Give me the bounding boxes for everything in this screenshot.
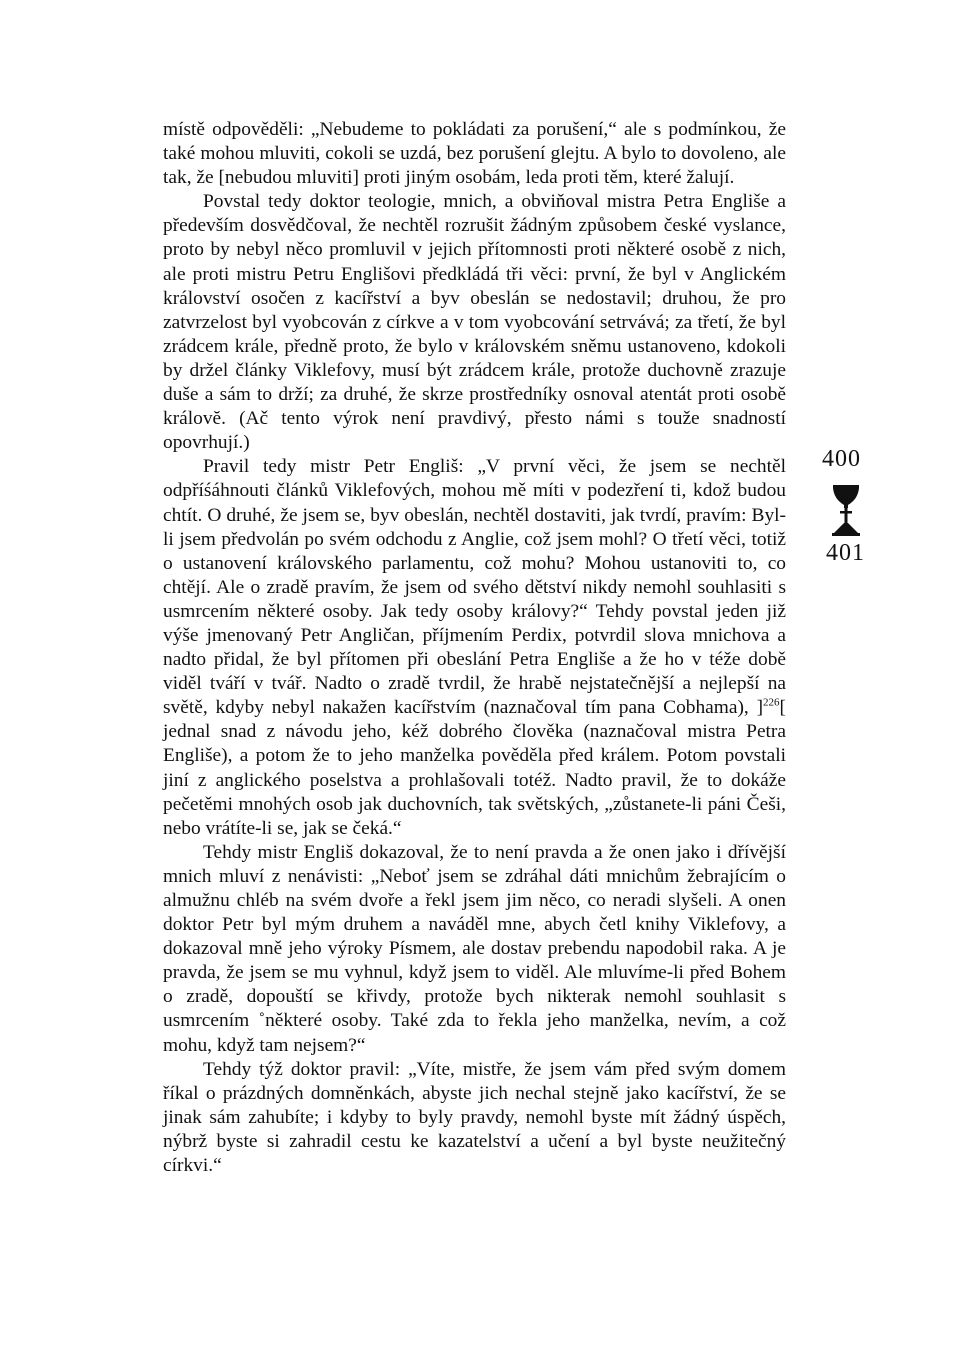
chalice-icon xyxy=(830,483,862,537)
paragraph-4: Tehdy mistr Engliš dokazoval, že to není pravda a že onen jako i dřívější mnich mluví z nenávisti: „Neboť jsem se zdráhal dáti mnichům žebrajícím o almužnu chléb na svém dvoře a řekl jsem jim něco, co neradi slyšeli. A onen doktor Petr byl mým druhem a naváděl mne, abych četl knihy Viklefovy, a dokazoval mně jeho výroky Písmem, ale dostav prebendu napodobil raka. A je pravda, že jsem se mu vyhnul, když jsem to viděl. Ale mluvíme-li před Bohem o zradě, dopouští se křivdy, protože bych nikterak nemohl souhlasit s usmrcením ˚některé osoby. Také zda to řekla jeho manželka, nevím, a což mohu, když tam nejsem?“ xyxy=(163,841,786,1056)
page-marker xyxy=(808,446,888,576)
paragraph-3 xyxy=(163,455,786,841)
body-text xyxy=(163,118,786,1178)
paragraph-2: Povstal tedy doktor teologie, mnich, a obviňoval mistra Petra Engliše a především dosvědčoval, že nechtěl rozrušit žádným způsobem české vyslance, proto by nebyl něco promluvil v jejich přítomnosti proti některé osobě z nich, ale proti mistru Petru Englišovi předkládá tři věci: první, že byl v Anglickém království osočen z kacířství a byv obeslán se nedostavil; druhou, že pro zatvrzelost byl vyobcován z církve a v tom vyobcování setrvává; za třetí, že byl zrádcem krále, předně proto, že bylo v královském sněmu ustanoveno, kdokoli by držel články Viklefovy, musí být zrádcem krále, protože duchovně zrazuje duše a sám to drží; za druhé, že skrze prostředníky osnoval atentát proti osobě královĕ. (Ač tento výrok není pravdivý, přesto námi s touže snadností opovrhují.) xyxy=(163,191,786,454)
footnote-ref: 226 xyxy=(763,696,780,709)
page-number-top: 400 xyxy=(822,446,861,472)
paragraph-1: místě odpověděli: „Nebudeme to pokládati za porušení,“ ale s podmínkou, že také mohou mluviti, cokoli se uzdá, bez porušení glejtu. A bylo to dovoleno, ale tak, že [nebudou mluviti] proti jiným osobám, leda proti těm, které žalují. xyxy=(163,119,786,189)
page-number-bottom: 401 xyxy=(826,540,865,566)
paragraph-5: Tehdy týž doktor pravil: „Víte, mistře, že jsem vám před svým domem říkal o prázdných domněnkách, abyste jich nechal stejně jako kacířství, že se jinak sám zahubíte; i kdyby to byly pravdy, nemohl byste mít žádný úspěch, nýbrž byste si zahradil cestu ke kazatelství a učení a byl byste neužitečný církvi.“ xyxy=(163,1058,786,1177)
paragraph-3-part-1: Pravil tedy mistr Petr Engliš: „V první věci, že jsem se nechtěl odpříśáhnouti článků Viklefových, mohou mě míti v podezření ti, kdož budou chtít. O druhé, že jsem se, byv obeslán, nechtěl dostaviti, jak tvrdí, pravím: Byl-li jsem předvolán po svém odchodu z Anglie, což jsem mohl? O třetí věci, totiž o ustanovení královského parlamentu, což mohu? Mohou ustanoviti to, co chtějí. Ale o zradě pravím, že jsem od svého dětství nikdy nemohl souhlasiti s usmrcením některé osoby. Jak tedy osoby královy?“ Tehdy povstal jeden již výše jmenovaný Petr Angličan, příjmením Perdix, potvrdil slova mnichova a nadto přidal, že byl přítomen při obeslání Petra Engliše a že ho v téže době viděl tváří v tvář. Nadto o zradě tvrdil, že hrabě nejstatečnější a nejlepší na světě, kdyby nebyl nakažen kacířstvím (naznačoval tím pana Cobhama), ] xyxy=(163,456,786,719)
paragraph-3-part-2: [ jednal snad z návodu jeho, kéž dobrého člověka (naznačoval mistra Petra Engliše), a potom že to jeho manželka pověděla před králem. Potom povstali jiní z anglického poselstva a prohlašovali totéž. Nadto pravil, že to dokáže pečetěmi mnohých osob jak duchovních, tak světských, „zůstanete-li páni Češi, nebo vrátíte-li se, jak se čeká.“ xyxy=(163,697,786,839)
